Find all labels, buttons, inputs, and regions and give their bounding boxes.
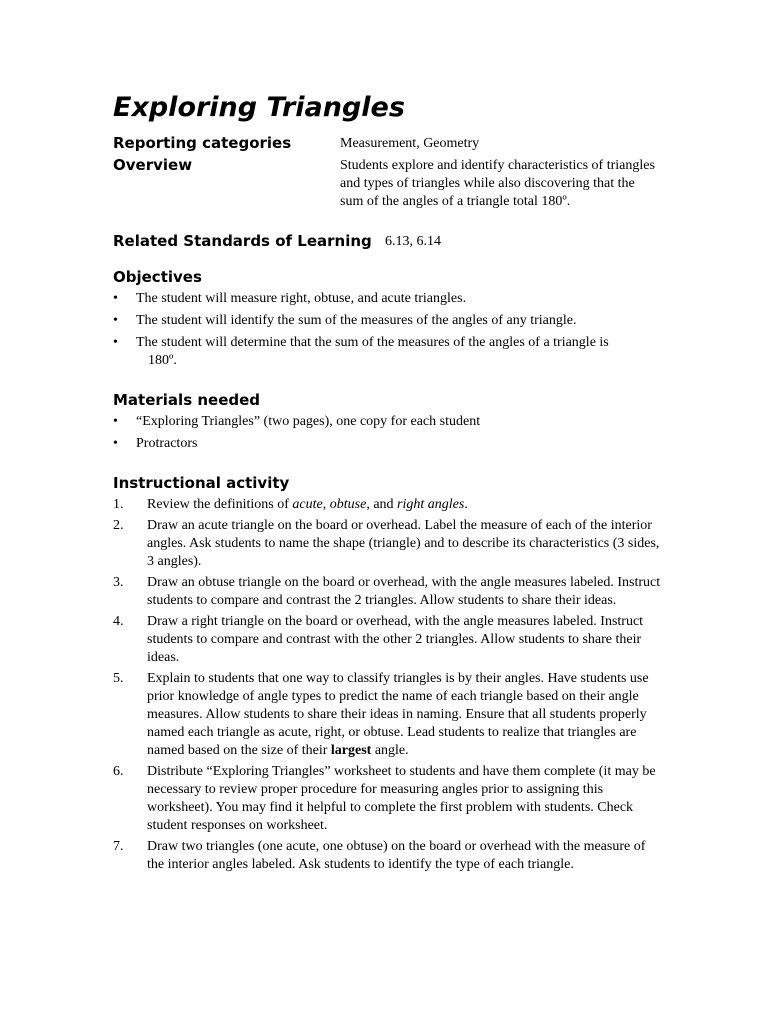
list-item: • The student will determine that the sum of the measures of the angles of a triangle is 180º. xyxy=(113,335,609,368)
activity-heading: Instructional activity xyxy=(113,474,290,492)
objectives-list xyxy=(113,290,661,374)
bullet-icon: • xyxy=(113,291,118,306)
list-item: 2. Draw an acute triangle on the board or overhead. Label the measure of each of the interior angles. Ask students to name the shape (triangle) and to describe its characteristics (3 sides, 3 angles). xyxy=(113,518,660,569)
materials-list xyxy=(113,413,661,457)
materials-heading: Materials needed xyxy=(113,391,261,409)
list-item: 5. Explain to students that one way to classify triangles is by their angles. Have students use prior knowledge of angle types to predict the name of each triangle based on their angle measures. Allow students to share their ideas in naming. Ensure that all students properly named each triangle as acute, right, or obtuse. Lead students to realize that triangles are named based on the size of their largest angle. xyxy=(113,671,649,758)
objectives-heading: Objectives xyxy=(113,268,202,286)
list-item: 7. Draw two triangles (one acute, one obtuse) on the board or overhead with the measure of the interior angles labeled. Ask students to identify the type of each triangle. xyxy=(113,839,646,872)
list-item: 3. Draw an obtuse triangle on the board or overhead, with the angle measures labeled. Instruct students to compare and contrast the 2 triangles. Allow students to share their ideas. xyxy=(113,575,661,608)
bullet-icon: • xyxy=(113,335,118,350)
list-item: 1. Review the definitions of acute, obtuse, and right angles. xyxy=(113,497,468,512)
bullet-icon: • xyxy=(113,414,118,429)
bullet-icon: • xyxy=(113,313,118,328)
overview-value: Students explore and identify characteristics of triangles and types of triangles while also discovering that the sum of the angles of a triangle total 180º. xyxy=(340,158,655,209)
list-item: 4. Draw a right triangle on the board or overhead, with the angle measures labeled. Instruct students to compare and contrast with the other 2 triangles. Allow students to share their ideas. xyxy=(113,614,644,665)
page-title: Exploring Triangles xyxy=(113,92,405,123)
list-item: • The student will identify the sum of the measures of the angles of any triangle. xyxy=(113,313,577,328)
list-item: 6. Distribute “Exploring Triangles” worksheet to students and have them complete (it may be necessary to review proper procedure for measuring angles prior to assigning this worksheet). You may find it helpful to complete the first problem with students. Check student responses on worksheet. xyxy=(113,764,656,833)
standards-label: Related Standards of Learning xyxy=(113,232,372,250)
activity-steps xyxy=(113,496,661,877)
reporting-categories-value: Measurement, Geometry xyxy=(340,136,480,151)
bullet-icon: • xyxy=(113,436,118,451)
list-item: • “Exploring Triangles” (two pages), one copy for each student xyxy=(113,414,481,429)
reporting-categories-label: Reporting categories xyxy=(113,134,292,152)
list-item: • Protractors xyxy=(113,436,198,451)
list-item: • The student will measure right, obtuse, and acute triangles. xyxy=(113,291,467,306)
standards-value: 6.13, 6.14 xyxy=(385,234,441,249)
overview-label: Overview xyxy=(113,156,193,174)
